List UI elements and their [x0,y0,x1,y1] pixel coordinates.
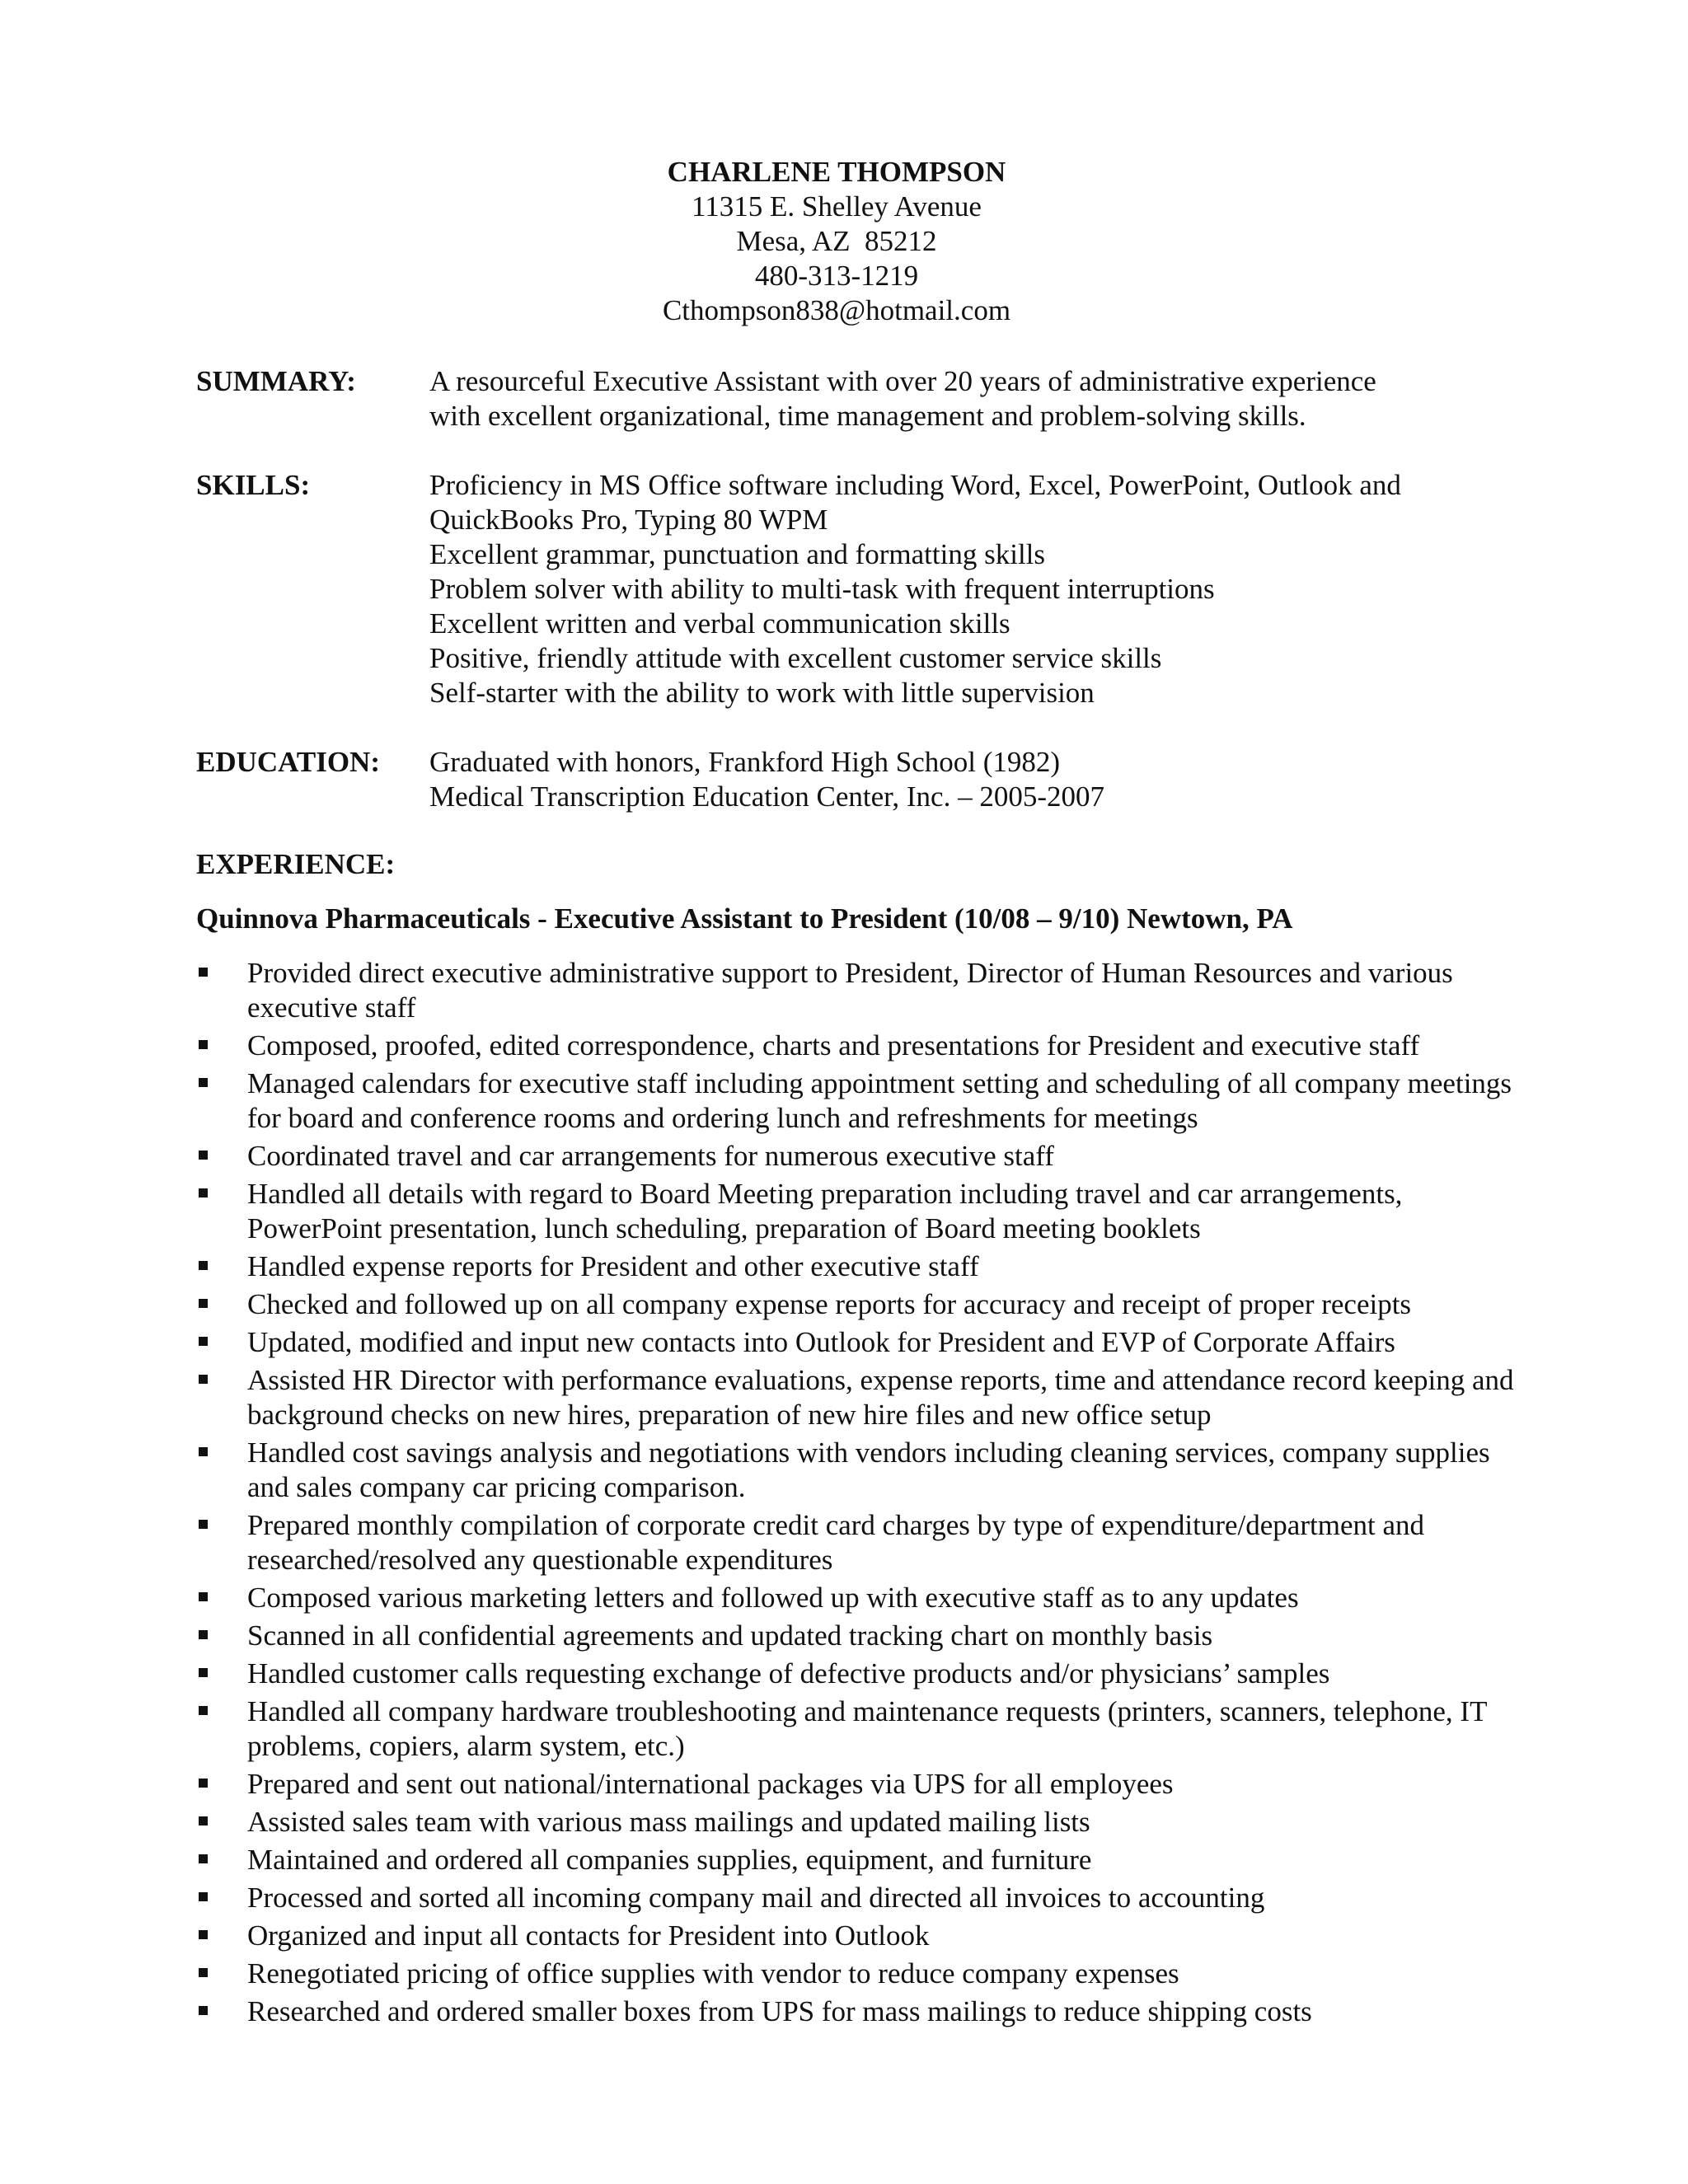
list-item: Handled customer calls requesting exchange of defective products and/or physicians’ samples [196,1657,1515,1691]
list-item: Checked and followed up on all company expense reports for accuracy and receipt of proper receipts [196,1287,1515,1322]
experience-label: EXPERIENCE: [196,848,396,880]
square-bullet-icon [199,1188,208,1197]
education-line: Medical Transcription Education Center, Inc. – 2005-2007 [429,780,1104,813]
square-bullet-icon [199,1816,208,1825]
summary-line: with excellent organizational, time management and problem-solving skills. [429,400,1306,432]
summary-text [429,364,1688,434]
contact-header [0,155,1673,328]
skills-label: SKILLS: [196,469,311,501]
square-bullet-icon [199,1592,208,1601]
list-item: Composed various marketing letters and followed up with executive staff as to any updates [196,1581,1515,1615]
square-bullet-icon [199,1299,208,1308]
square-bullet-icon [199,2006,208,2015]
list-item: Maintained and ordered all companies supplies, equipment, and furniture [196,1843,1515,1877]
skill-line: Excellent grammar, punctuation and formatting skills [429,538,1046,570]
square-bullet-icon [199,968,208,977]
list-item: Organized and input all contacts for President into Outlook [196,1919,1515,1953]
skills-list [429,468,1688,710]
list-item: Assisted sales team with various mass mailings and updated mailing lists [196,1805,1515,1840]
square-bullet-icon [199,1447,208,1456]
education-line: Graduated with honors, Frankford High School (1982) [429,746,1061,778]
summary-line: A resourceful Executive Assistant with over 20 years of administrative experience [429,365,1376,397]
square-bullet-icon [199,1779,208,1788]
list-item: Handled all details with regard to Board Meeting preparation including travel and car arrangements, PowerPoint presentation, lunch scheduling, preparation of Board meeting booklets [196,1177,1515,1246]
skill-line: Problem solver with ability to multi-task with frequent interruptions [429,573,1215,605]
education-list [429,745,1688,814]
square-bullet-icon [199,1892,208,1901]
list-item: Prepared monthly compilation of corporate credit card charges by type of expenditure/department and researched/resolved any questionable expenditures [196,1508,1515,1577]
list-item: Assisted HR Director with performance evaluations, expense reports, time and attendance record keeping and background checks on new hires, preparation of new hire files and new office setup [196,1363,1515,1432]
square-bullet-icon [199,1040,208,1049]
square-bullet-icon [199,1078,208,1087]
phone-number: 480-313-1219 [754,260,919,292]
square-bullet-icon [199,1520,208,1529]
square-bullet-icon [199,1854,208,1863]
job-title: Quinnova Pharmaceuticals - Executive Assistant to President (10/08 – 9/10) Newtown, PA [196,902,1293,935]
square-bullet-icon [199,1375,208,1384]
skill-line: Proficiency in MS Office software including Word, Excel, PowerPoint, Outlook and [429,469,1401,501]
summary-label: SUMMARY: [196,365,356,397]
square-bullet-icon [199,1337,208,1346]
list-item: Coordinated travel and car arrangements for numerous executive staff [196,1139,1515,1174]
list-item: Researched and ordered smaller boxes from UPS for mass mailings to reduce shipping costs [196,1994,1515,2029]
education-label: EDUCATION: [196,746,380,778]
list-item: Scanned in all confidential agreements and updated tracking chart on monthly basis [196,1619,1515,1653]
list-item: Prepared and sent out national/international packages via UPS for all employees [196,1767,1515,1802]
list-item: Handled all company hardware troubleshooting and maintenance requests (printers, scanners, telephone, IT problems, copiers, alarm system, etc.) [196,1694,1515,1764]
street-address: 11315 E. Shelley Avenue [692,190,982,223]
square-bullet-icon [199,1668,208,1677]
list-item: Processed and sorted all incoming company mail and directed all invoices to accounting [196,1881,1515,1915]
experience-bullets [196,956,1515,2032]
list-item: Handled expense reports for President and other executive staff [196,1249,1515,1284]
list-item: Provided direct executive administrative support to President, Director of Human Resources and various executive staff [196,956,1515,1025]
list-item: Updated, modified and input new contacts into Outlook for President and EVP of Corporate Affairs [196,1325,1515,1360]
candidate-name: CHARLENE THOMPSON [667,156,1006,188]
square-bullet-icon [199,1968,208,1977]
list-item: Composed, proofed, edited correspondence, charts and presentations for President and executive staff [196,1029,1515,1063]
list-item: Managed calendars for executive staff including appointment setting and scheduling of all company meetings for board and conference rooms and ordering lunch and refreshments for meetings [196,1066,1515,1136]
square-bullet-icon [199,1706,208,1715]
list-item: Renegotiated pricing of office supplies with vendor to reduce company expenses [196,1957,1515,1991]
skill-line: QuickBooks Pro, Typing 80 WPM [429,504,828,536]
skill-line: Excellent written and verbal communication skills [429,607,1010,640]
list-item: Handled cost savings analysis and negotiations with vendors including cleaning services, company supplies and sales company car pricing comparison. [196,1436,1515,1505]
square-bullet-icon [199,1151,208,1160]
skill-line: Positive, friendly attitude with excellent customer service skills [429,642,1162,674]
square-bullet-icon [199,1630,208,1639]
email-address: Cthompson838@hotmail.com [662,294,1011,326]
square-bullet-icon [199,1261,208,1270]
square-bullet-icon [199,1930,208,1939]
city-state-zip: Mesa, AZ 85212 [736,225,937,257]
skill-line: Self-starter with the ability to work with little supervision [429,677,1095,709]
